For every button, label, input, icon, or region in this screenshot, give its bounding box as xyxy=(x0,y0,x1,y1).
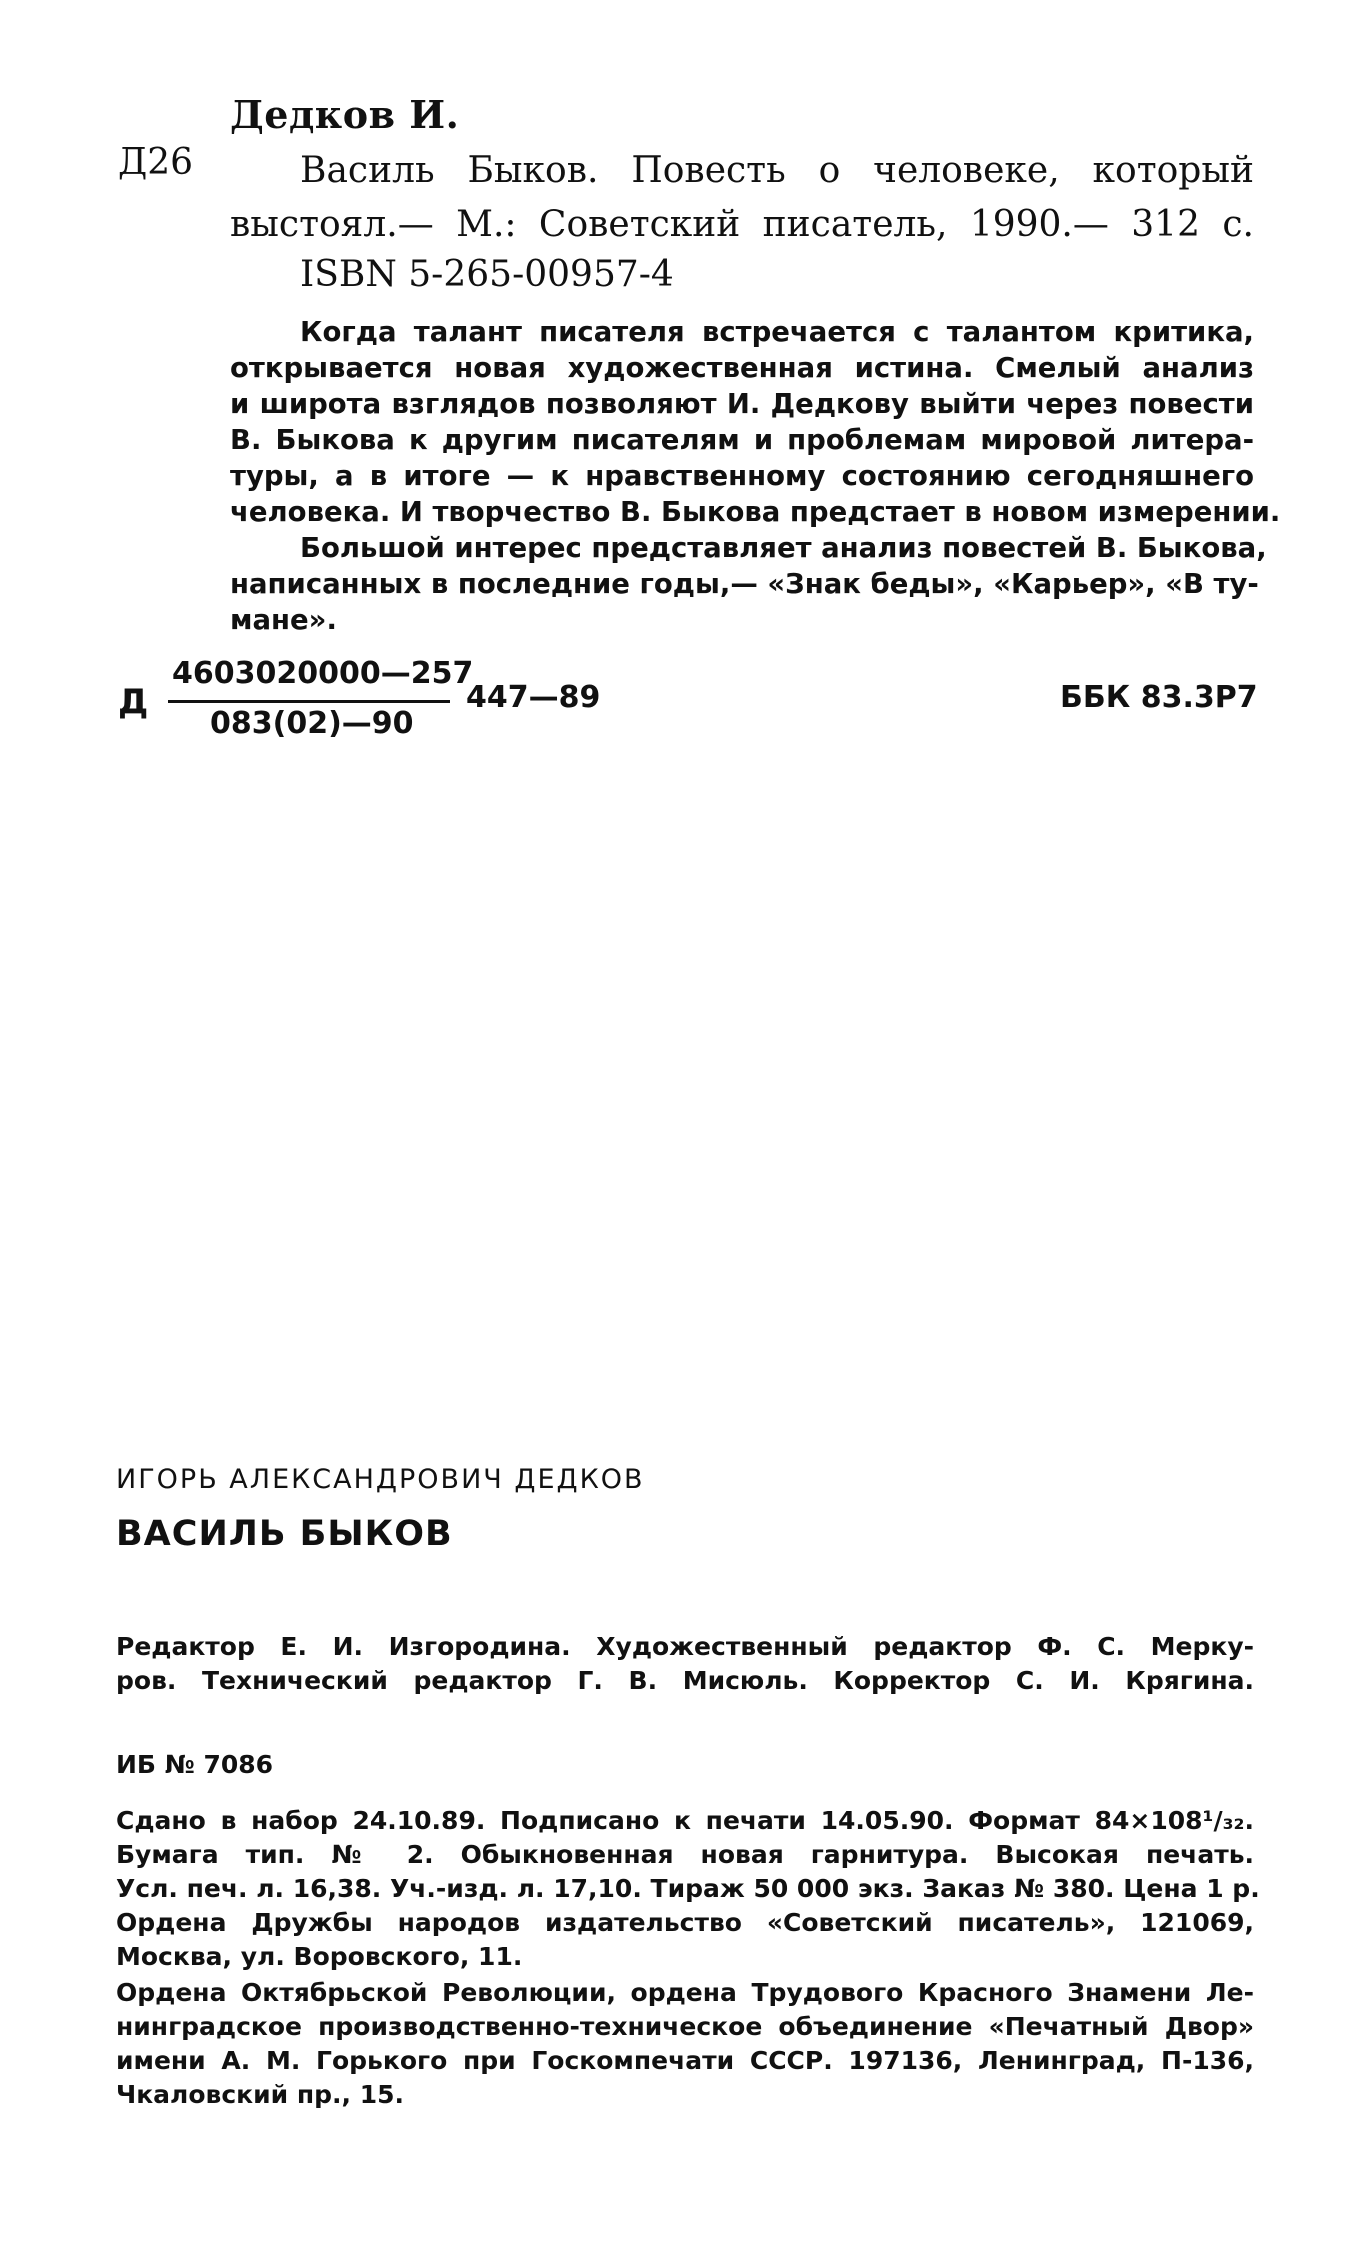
ib-number: ИБ № 7086 xyxy=(116,1750,274,1779)
fraction-bar xyxy=(168,700,450,703)
title-line-2: выстоял.— М.: Советский писатель, 1990.— 312 с. xyxy=(230,204,1254,245)
print-detail-line: Москва, ул. Воровского, 11. xyxy=(116,1942,523,1971)
bbk-code: ББК 83.3Р7 xyxy=(1060,680,1258,715)
print-detail-line: Усл. печ. л. 16,38. Уч.-изд. л. 17,10. Тираж 50 000 экз. Заказ № 380. Цена 1 р. xyxy=(116,1874,1260,1903)
print-detail-line: Ордена Октябрьской Революции, ордена Трудового Красного Знамени Ле- xyxy=(116,1978,1254,2007)
annotation-line: и широта взглядов позволяют И. Дедкову выйти через повести xyxy=(230,388,1254,420)
print-detail-line: Бумага тип. № 2. Обыкновенная новая гарнитура. Высокая печать. xyxy=(116,1840,1254,1869)
title-line-1: Василь Быков. Повесть о человеке, который xyxy=(300,150,1254,191)
print-detail-line: Ордена Дружбы народов издательство «Советский писатель», 121069, xyxy=(116,1908,1254,1937)
classification-order: 447—89 xyxy=(466,680,601,715)
isbn: ISBN 5-265-00957-4 xyxy=(300,254,674,295)
annotation-line: открывается новая художественная истина. Смелый анализ xyxy=(230,352,1254,384)
annotation-line: мане». xyxy=(230,604,337,636)
full-author-name: ИГОРЬ АЛЕКСАНДРОВИЧ ДЕДКОВ xyxy=(116,1464,645,1495)
annotation-line: Когда талант писателя встречается с талантом критика, xyxy=(300,316,1254,348)
classification-denominator: 083(02)—90 xyxy=(210,706,414,741)
editors-line: Редактор Е. И. Изгородина. Художественный редактор Ф. С. Мерку- xyxy=(116,1632,1254,1661)
editors-line: ров. Технический редактор Г. В. Мисюль. Корректор С. И. Крягина. xyxy=(116,1666,1254,1695)
call-code: Д26 xyxy=(118,142,194,183)
annotation-line: Большой интерес представляет анализ повестей В. Быкова, xyxy=(300,532,1267,564)
annotation-line: В. Быкова к другим писателям и проблемам мировой литера- xyxy=(230,424,1254,456)
annotation-line: человека. И творчество В. Быкова предстает в новом измерении. xyxy=(230,496,1281,528)
book-title: ВАСИЛЬ БЫКОВ xyxy=(116,1514,453,1554)
print-detail-line: Сдано в набор 24.10.89. Подписано к печати 14.05.90. Формат 84×108¹/₃₂. xyxy=(116,1806,1254,1835)
print-detail-line: имени А. М. Горького при Госкомпечати СССР. 197136, Ленинград, П-136, xyxy=(116,2046,1254,2075)
author-name: Дедков И. xyxy=(230,92,460,137)
print-detail-line: Чкаловский пр., 15. xyxy=(116,2080,405,2109)
annotation-line: туры, а в итоге — к нравственному состоянию сегодняшнего xyxy=(230,460,1254,492)
print-detail-line: нинградское производственно-техническое объединение «Печатный Двор» xyxy=(116,2012,1254,2041)
classification-letter: Д xyxy=(118,682,149,722)
annotation-line: написанных в последние годы,— «Знак беды», «Карьер», «В ту- xyxy=(230,568,1259,600)
classification-numerator: 4603020000—257 xyxy=(172,656,474,691)
